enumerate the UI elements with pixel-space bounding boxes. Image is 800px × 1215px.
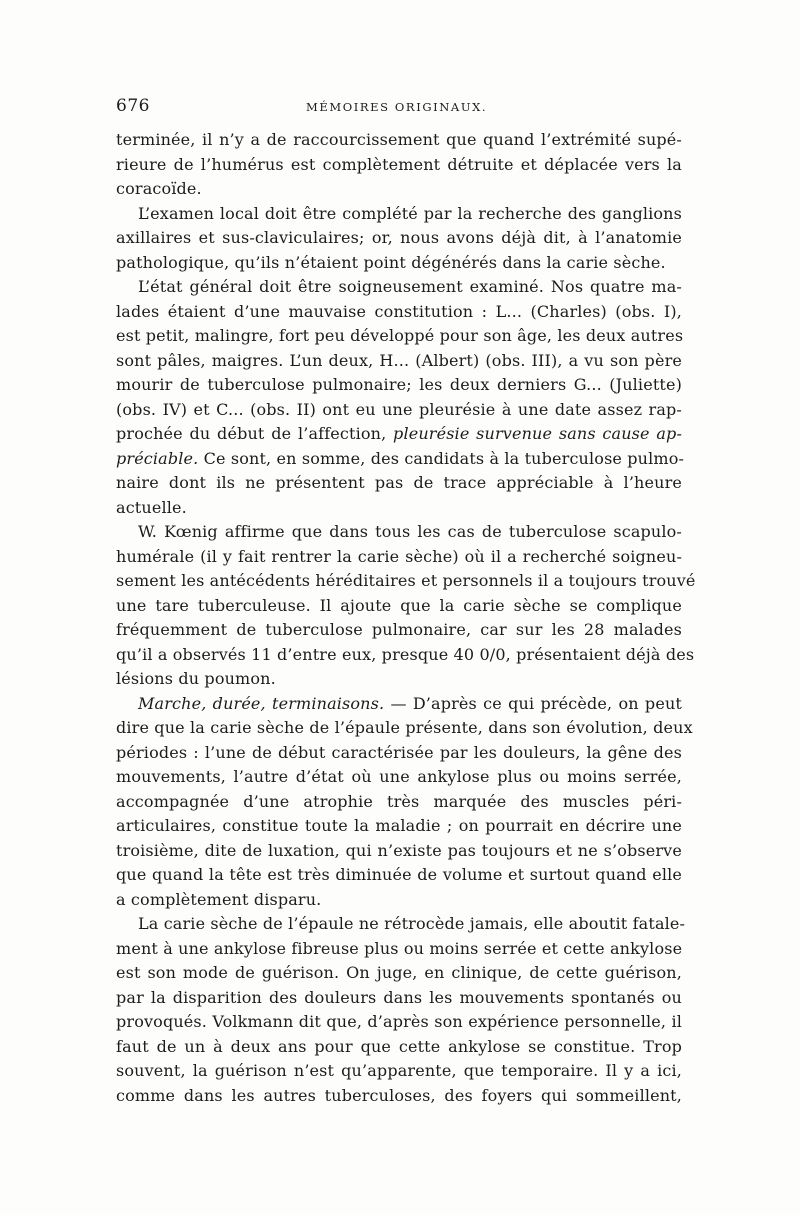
text-line: est son mode de guérison. On juge, en clinique, de cette guérison,: [116, 963, 682, 982]
body-text: [116, 128, 696, 1108]
text-line: actuelle.: [116, 497, 187, 517]
text-line: rieure de l’humérus est complètement détruite et déplacée vers la: [116, 154, 682, 174]
text-line: articulaires, constitue toute la maladie ; on pourrait en décrire une: [116, 816, 682, 835]
text-line: terminée, il n’y a de raccourcissement que quand l’extrémité supé-: [116, 130, 682, 149]
text-line: Marche, durée, terminaisons. — D’après ce qui précède, on peut: [138, 693, 682, 713]
text-line: provoqués. Volkmann dit que, d’après son expérience personnelle, il: [116, 1012, 682, 1031]
text-line: (obs. IV) et C... (obs. II) ont eu une pleurésie à une date assez rap-: [116, 399, 682, 419]
text-line: mourir de tuberculose pulmonaire; les deux derniers G... (Juliette): [116, 375, 682, 394]
text-line: accompagnée d’une atrophie très marquée des muscles péri-: [116, 791, 682, 811]
text-line: pathologique, qu’ils n’étaient point dégénérés dans la carie sèche.: [116, 252, 666, 272]
text-line: prochée du début de l’affection, pleurésie survenue sans cause ap-: [116, 424, 682, 443]
text-line: La carie sèche de l’épaule ne rétrocède jamais, elle aboutit fatale-: [138, 914, 686, 933]
text-line: lésions du poumon.: [116, 669, 276, 688]
text-line: une tare tuberculeuse. Il ajoute que la carie sèche se complique: [116, 595, 682, 615]
running-title: MÉMOIRES ORIGINAUX.: [306, 100, 488, 114]
text-line: sement les antécédents héréditaires et personnels il a toujours trouvé: [116, 571, 696, 590]
text-line: sont pâles, maigres. L’un deux, H... (Albert) (obs. III), a vu son père: [116, 350, 682, 370]
text-line: comme dans les autres tuberculoses, des foyers qui sommeillent,: [116, 1085, 682, 1105]
text-line: préciable. Ce sont, en somme, des candidats à la tuberculose pulmo-: [116, 448, 685, 468]
text-line: humérale (il y fait rentrer la carie sèche) où il a recherché soigneu-: [116, 546, 682, 566]
text-line: lades étaient d’une mauvaise constitution : L... (Charles) (obs. I),: [116, 301, 682, 321]
text-line: est petit, malingre, fort peu développé pour son âge, les deux autres: [116, 326, 684, 345]
text-line: par la disparition des douleurs dans les mouvements spontanés ou: [116, 987, 682, 1007]
text-line: fréquemment de tuberculose pulmonaire, car sur les 28 malades: [116, 620, 682, 639]
text-line: naire dont ils ne présentent pas de trace appréciable à l’heure: [116, 473, 682, 492]
text-line: dire que la carie sèche de l’épaule présente, dans son évolution, deux: [116, 718, 693, 737]
page-number: 676: [116, 96, 150, 116]
text-line: ment à une ankylose fibreuse plus ou moins serrée et cette ankylose: [116, 938, 683, 958]
text-line: L’état général doit être soigneusement examiné. Nos quatre ma-: [138, 277, 682, 296]
text-line: a complètement disparu.: [116, 889, 322, 909]
text-line: L’examen local doit être complété par la recherche des ganglions: [138, 203, 682, 223]
text-line: axillaires et sus-claviculaires; or, nous avons déjà dit, à l’anatomie: [116, 228, 682, 247]
text-line: souvent, la guérison n’est qu’apparente, que temporaire. Il y a ici,: [116, 1061, 682, 1080]
text-line: qu’il a observés 11 d’entre eux, presque 40 0/0, présentaient déjà des: [116, 644, 695, 664]
text-line: coracoïde.: [116, 179, 202, 198]
text-line: que quand la tête est très diminuée de volume et surtout quand elle: [116, 865, 682, 884]
page-header: [116, 96, 676, 120]
text-line: mouvements, l’autre d’état où une ankylose plus ou moins serrée,: [116, 767, 682, 786]
text-line: troisième, dite de luxation, qui n’existe pas toujours et ne s’observe: [116, 840, 682, 860]
text-line: faut de un à deux ans pour que cette ankylose se constitue. Trop: [116, 1036, 682, 1056]
text-line: périodes : l’une de début caractérisée par les douleurs, la gêne des: [116, 742, 682, 762]
text-line: W. Kœnig affirme que dans tous les cas de tuberculose scapulo-: [138, 522, 682, 541]
